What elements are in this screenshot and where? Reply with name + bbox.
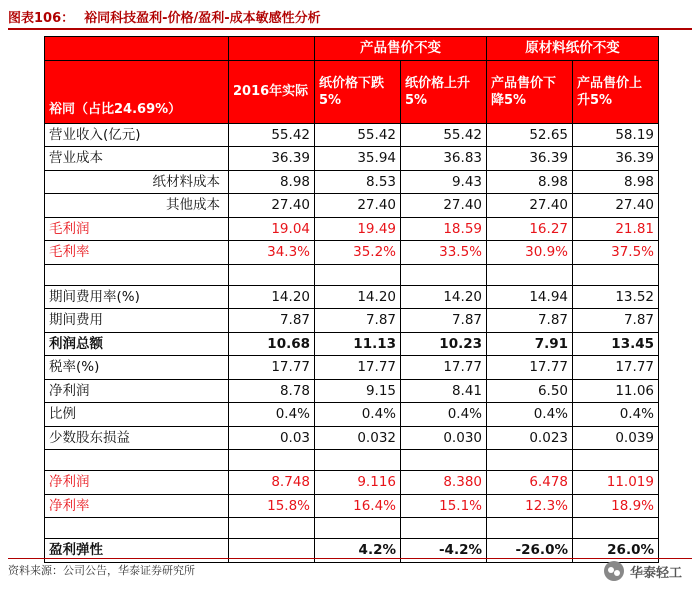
- table-cell: 58.19: [573, 123, 659, 147]
- table-cell: 18.9%: [573, 494, 659, 518]
- row-label: 期间费用率(%): [45, 285, 229, 309]
- table-cell: [573, 518, 659, 539]
- table-cell: 37.5%: [573, 241, 659, 265]
- table-cell: 14.94: [487, 285, 573, 309]
- table-cell: 14.20: [229, 285, 315, 309]
- table-cell: [315, 450, 401, 471]
- row-label: 纸材料成本: [45, 170, 229, 194]
- table-row: [45, 123, 659, 147]
- table-cell: 8.53: [315, 170, 401, 194]
- row-label: 少数股东损益: [45, 426, 229, 450]
- table-row: [45, 356, 659, 380]
- row-label: 净利润: [45, 471, 229, 495]
- header-corner-2: [229, 37, 315, 61]
- table-cell: [315, 518, 401, 539]
- table-cell: 36.39: [573, 147, 659, 171]
- table-row: [45, 147, 659, 171]
- group-header-paper-unchanged: 原材料纸价不变: [487, 37, 659, 61]
- table-row: [45, 217, 659, 241]
- col-header-paper-down: 纸价格下跌5%: [315, 60, 401, 123]
- table-row: [45, 379, 659, 403]
- table-cell: 7.87: [573, 309, 659, 333]
- table-cell: 19.04: [229, 217, 315, 241]
- table-cell: [229, 450, 315, 471]
- figure-title-bar: [8, 8, 692, 30]
- table-cell: -4.2%: [401, 539, 487, 563]
- table-cell: 4.2%: [315, 539, 401, 563]
- col-header-2016-actual: 2016年实际: [229, 60, 315, 123]
- row-label: 净利润: [45, 379, 229, 403]
- table-cell: 35.94: [315, 147, 401, 171]
- table-cell: 35.2%: [315, 241, 401, 265]
- table-cell: 0.039: [573, 426, 659, 450]
- table-row: [45, 494, 659, 518]
- table-cell: 8.98: [487, 170, 573, 194]
- table-cell: [401, 450, 487, 471]
- table-cell: 17.77: [487, 356, 573, 380]
- table-row: [45, 264, 659, 285]
- table-cell: 0.4%: [229, 403, 315, 427]
- table-cell: 8.98: [229, 170, 315, 194]
- table-cell: 30.9%: [487, 241, 573, 265]
- table-cell: 17.77: [573, 356, 659, 380]
- table-row: [45, 403, 659, 427]
- table-cell: 11.13: [315, 332, 401, 356]
- table-cell: 19.49: [315, 217, 401, 241]
- table-cell: 11.019: [573, 471, 659, 495]
- row-label: [45, 518, 229, 539]
- table-body: [45, 123, 659, 562]
- table-cell: 8.748: [229, 471, 315, 495]
- row-label: 期间费用: [45, 309, 229, 333]
- table-cell: 0.4%: [401, 403, 487, 427]
- table-cell: 36.39: [487, 147, 573, 171]
- table-cell: -26.0%: [487, 539, 573, 563]
- header-corner: [45, 37, 229, 61]
- table-cell: 8.41: [401, 379, 487, 403]
- table-row: [45, 518, 659, 539]
- header-group-row: [45, 37, 659, 61]
- col-header-price-down: 产品售价下降5%: [487, 60, 573, 123]
- table-cell: 36.39: [229, 147, 315, 171]
- table-cell: 7.87: [229, 309, 315, 333]
- row-label: 利润总额: [45, 332, 229, 356]
- table-row: [45, 194, 659, 218]
- table-cell: 52.65: [487, 123, 573, 147]
- table-cell: 14.20: [401, 285, 487, 309]
- table-cell: [573, 450, 659, 471]
- table-cell: [401, 518, 487, 539]
- table-cell: [573, 264, 659, 285]
- table-cell: 55.42: [401, 123, 487, 147]
- table-cell: 33.5%: [401, 241, 487, 265]
- table-cell: 14.20: [315, 285, 401, 309]
- table-row: [45, 450, 659, 471]
- table-cell: 18.59: [401, 217, 487, 241]
- table-cell: 10.23: [401, 332, 487, 356]
- row-label: 营业收入(亿元): [45, 123, 229, 147]
- table-cell: 17.77: [315, 356, 401, 380]
- table-cell: 7.87: [315, 309, 401, 333]
- table-cell: 0.4%: [315, 403, 401, 427]
- source-note: 资料来源：公司公告，华泰证券研究所: [8, 558, 692, 584]
- table-cell: [487, 518, 573, 539]
- table-cell: 27.40: [315, 194, 401, 218]
- table-cell: 34.3%: [229, 241, 315, 265]
- table-cell: 16.27: [487, 217, 573, 241]
- table-cell: [229, 264, 315, 285]
- row-label-header: 裕同（占比24.69%）: [45, 60, 229, 123]
- table-cell: 9.15: [315, 379, 401, 403]
- table-cell: 55.42: [315, 123, 401, 147]
- col-header-price-up: 产品售价上升5%: [573, 60, 659, 123]
- row-label: 其他成本: [45, 194, 229, 218]
- table-cell: 0.023: [487, 426, 573, 450]
- table-cell: 0.032: [315, 426, 401, 450]
- table-cell: 6.50: [487, 379, 573, 403]
- figure-title: 裕同科技盈利-价格/盈利-成本敏感性分析: [84, 11, 321, 26]
- table-cell: 11.06: [573, 379, 659, 403]
- row-label: 毛利率: [45, 241, 229, 265]
- table-cell: 17.77: [229, 356, 315, 380]
- table-cell: 27.40: [487, 194, 573, 218]
- table-row: [45, 426, 659, 450]
- col-header-paper-up: 纸价格上升5%: [401, 60, 487, 123]
- table-row: [45, 170, 659, 194]
- table-cell: 27.40: [573, 194, 659, 218]
- row-label: [45, 264, 229, 285]
- table-cell: 9.116: [315, 471, 401, 495]
- table-cell: 13.52: [573, 285, 659, 309]
- table-cell: 8.98: [573, 170, 659, 194]
- group-header-price-unchanged: 产品售价不变: [315, 37, 487, 61]
- table-cell: 15.1%: [401, 494, 487, 518]
- table-cell: [487, 264, 573, 285]
- table-cell: 6.478: [487, 471, 573, 495]
- table-cell: 27.40: [401, 194, 487, 218]
- watermark: [604, 558, 682, 584]
- table-cell: 55.42: [229, 123, 315, 147]
- table-cell: 7.87: [401, 309, 487, 333]
- table-cell: 0.4%: [487, 403, 573, 427]
- header-column-row: [45, 60, 659, 123]
- table-cell: 27.40: [229, 194, 315, 218]
- table-cell: 7.91: [487, 332, 573, 356]
- table-cell: [229, 518, 315, 539]
- table-row: [45, 309, 659, 333]
- row-label: 毛利润: [45, 217, 229, 241]
- figure-label: 图表106：: [8, 11, 75, 26]
- table-row: [45, 332, 659, 356]
- row-label: 净利率: [45, 494, 229, 518]
- table-cell: 0.03: [229, 426, 315, 450]
- table-cell: [315, 264, 401, 285]
- wechat-icon: [604, 561, 624, 581]
- row-label: 营业成本: [45, 147, 229, 171]
- row-label: 盈利弹性: [45, 539, 229, 563]
- sensitivity-table: [44, 36, 659, 563]
- table-cell: 10.68: [229, 332, 315, 356]
- table-cell: 7.87: [487, 309, 573, 333]
- table-cell: 15.8%: [229, 494, 315, 518]
- table-cell: 0.4%: [573, 403, 659, 427]
- table-cell: 17.77: [401, 356, 487, 380]
- table-cell: 26.0%: [573, 539, 659, 563]
- table-cell: 0.030: [401, 426, 487, 450]
- table-cell: 16.4%: [315, 494, 401, 518]
- table-row: [45, 241, 659, 265]
- watermark-text: 华泰轻工: [629, 565, 682, 581]
- table-cell: [487, 450, 573, 471]
- table-cell: 12.3%: [487, 494, 573, 518]
- table-row: [45, 471, 659, 495]
- table-cell: 13.45: [573, 332, 659, 356]
- table-cell: [401, 264, 487, 285]
- table-cell: 21.81: [573, 217, 659, 241]
- table-cell: 36.83: [401, 147, 487, 171]
- row-label: [45, 450, 229, 471]
- table-cell: 8.78: [229, 379, 315, 403]
- table-cell: 8.380: [401, 471, 487, 495]
- table-cell: 9.43: [401, 170, 487, 194]
- table-row: [45, 285, 659, 309]
- row-label: 比例: [45, 403, 229, 427]
- row-label: 税率(%): [45, 356, 229, 380]
